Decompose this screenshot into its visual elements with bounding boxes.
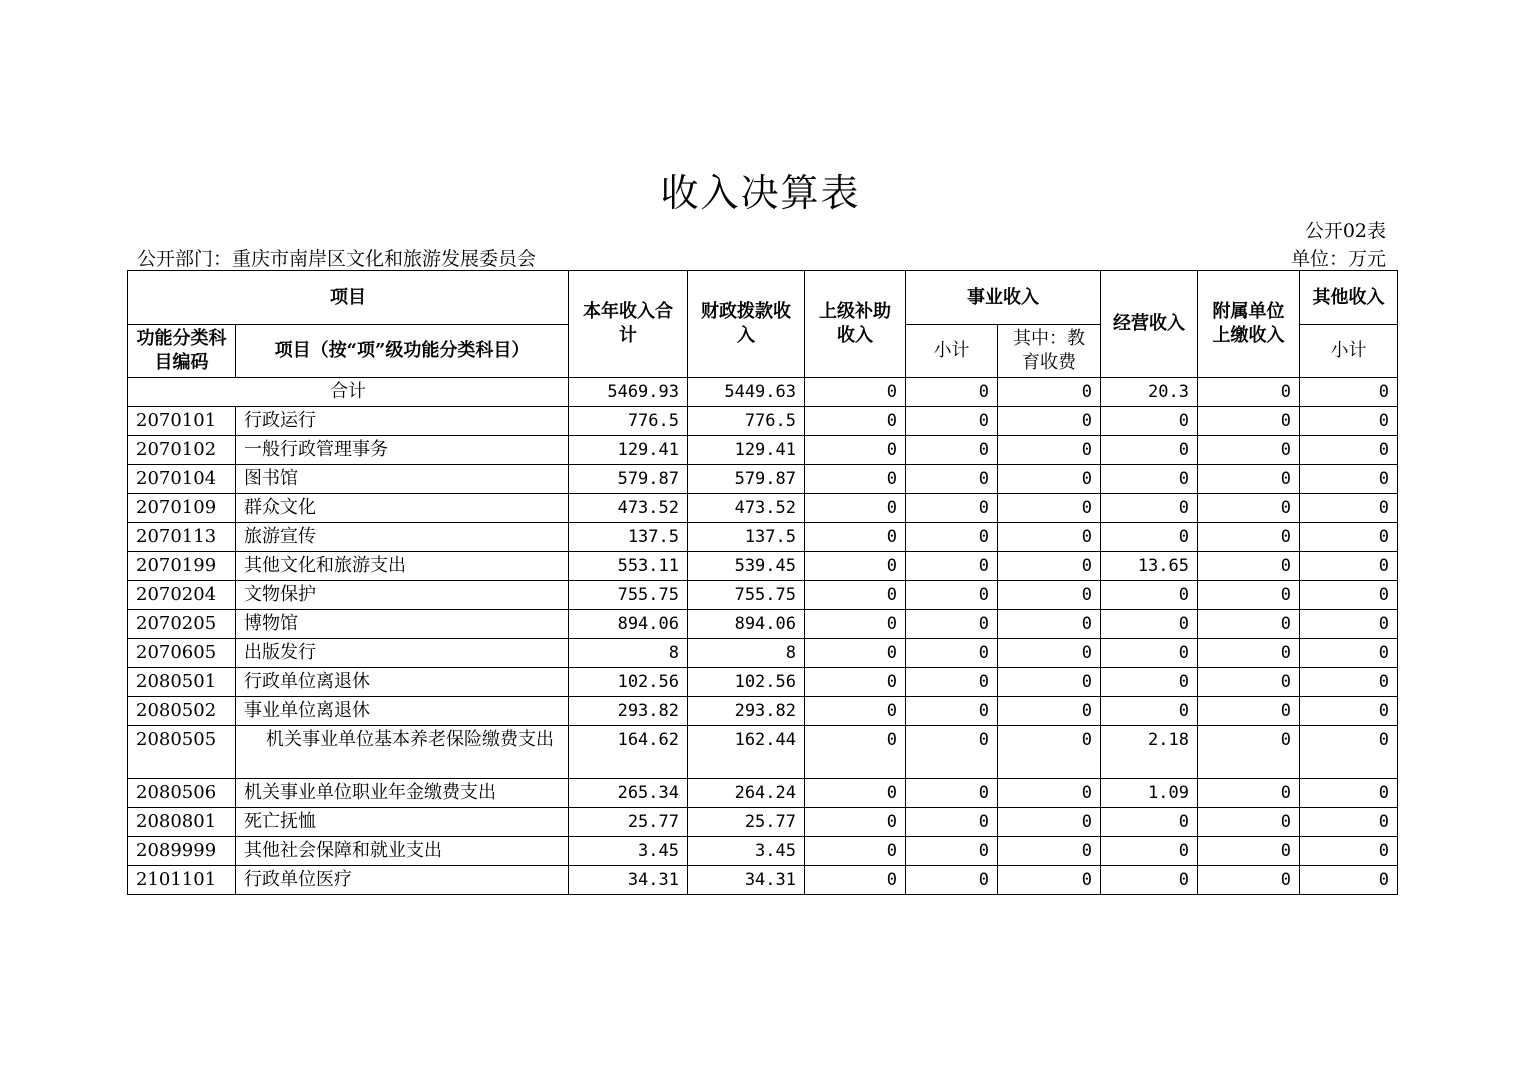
table-row xyxy=(128,779,1398,808)
business-subtotal-cell: 0 xyxy=(906,837,998,866)
total-income-cell: 5469.93 xyxy=(569,378,688,407)
affiliated-cell: 0 xyxy=(1198,697,1300,726)
header-other: 其他收入 xyxy=(1300,271,1398,325)
superior-cell: 0 xyxy=(805,779,906,808)
other-subtotal-cell: 0 xyxy=(1300,639,1398,668)
business-edu-cell: 0 xyxy=(998,407,1101,436)
business-edu-cell: 0 xyxy=(998,523,1101,552)
affiliated-cell: 0 xyxy=(1198,552,1300,581)
fiscal-cell: 102.56 xyxy=(688,668,805,697)
business-edu-cell: 0 xyxy=(998,552,1101,581)
table-row xyxy=(128,523,1398,552)
other-subtotal-cell: 0 xyxy=(1300,866,1398,895)
total-bedu-cell: 0 xyxy=(998,378,1101,407)
business-subtotal-cell: 0 xyxy=(906,866,998,895)
header-name: 项目（按“项”级功能分类科目） xyxy=(236,325,569,378)
fiscal-cell: 8 xyxy=(688,639,805,668)
business-subtotal-cell: 0 xyxy=(906,494,998,523)
fiscal-cell: 755.75 xyxy=(688,581,805,610)
superior-cell: 0 xyxy=(805,610,906,639)
operating-cell: 0 xyxy=(1101,837,1198,866)
code-cell: 2080801 xyxy=(128,808,236,837)
total-income-cell: 25.77 xyxy=(569,808,688,837)
header-project: 项目 xyxy=(128,271,569,325)
code-cell: 2080506 xyxy=(128,779,236,808)
header-operating: 经营收入 xyxy=(1101,271,1198,378)
superior-cell: 0 xyxy=(805,668,906,697)
fiscal-cell: 264.24 xyxy=(688,779,805,808)
code-cell: 2089999 xyxy=(128,837,236,866)
item-name-cell: 群众文化 xyxy=(236,494,569,523)
business-edu-cell: 0 xyxy=(998,668,1101,697)
business-subtotal-cell: 0 xyxy=(906,465,998,494)
business-edu-cell: 0 xyxy=(998,465,1101,494)
total-income-cell: 102.56 xyxy=(569,668,688,697)
table-row xyxy=(128,581,1398,610)
business-subtotal-cell: 0 xyxy=(906,436,998,465)
code-cell: 2080502 xyxy=(128,697,236,726)
business-subtotal-cell: 0 xyxy=(906,552,998,581)
header-total-income: 本年收入合计 xyxy=(569,271,688,378)
affiliated-cell: 0 xyxy=(1198,610,1300,639)
affiliated-cell: 0 xyxy=(1198,494,1300,523)
business-edu-cell: 0 xyxy=(998,837,1101,866)
business-edu-cell: 0 xyxy=(998,494,1101,523)
total-income-cell: 894.06 xyxy=(569,610,688,639)
fiscal-cell: 137.5 xyxy=(688,523,805,552)
total-fiscal-cell: 5449.63 xyxy=(688,378,805,407)
table-row xyxy=(128,436,1398,465)
affiliated-cell: 0 xyxy=(1198,639,1300,668)
total-income-cell: 293.82 xyxy=(569,697,688,726)
superior-cell: 0 xyxy=(805,552,906,581)
superior-cell: 0 xyxy=(805,523,906,552)
other-subtotal-cell: 0 xyxy=(1300,697,1398,726)
operating-cell: 0 xyxy=(1101,465,1198,494)
operating-cell: 0 xyxy=(1101,436,1198,465)
operating-cell: 0 xyxy=(1101,639,1198,668)
superior-cell: 0 xyxy=(805,726,906,779)
total-bsub-cell: 0 xyxy=(906,378,998,407)
affiliated-cell: 0 xyxy=(1198,668,1300,697)
business-subtotal-cell: 0 xyxy=(906,610,998,639)
table-row xyxy=(128,610,1398,639)
item-name-cell: 死亡抚恤 xyxy=(236,808,569,837)
business-edu-cell: 0 xyxy=(998,726,1101,779)
fiscal-cell: 473.52 xyxy=(688,494,805,523)
superior-cell: 0 xyxy=(805,697,906,726)
total-other-cell: 0 xyxy=(1300,378,1398,407)
affiliated-cell: 0 xyxy=(1198,581,1300,610)
total-income-cell: 553.11 xyxy=(569,552,688,581)
affiliated-cell: 0 xyxy=(1198,726,1300,779)
other-subtotal-cell: 0 xyxy=(1300,779,1398,808)
unit-label: 单位：万元 xyxy=(1290,248,1386,270)
header-code: 功能分类科目编码 xyxy=(128,325,236,378)
code-cell: 2070605 xyxy=(128,639,236,668)
affiliated-cell: 0 xyxy=(1198,465,1300,494)
item-name-cell: 其他文化和旅游支出 xyxy=(236,552,569,581)
fiscal-cell: 293.82 xyxy=(688,697,805,726)
fiscal-cell: 129.41 xyxy=(688,436,805,465)
table-row xyxy=(128,552,1398,581)
table-row xyxy=(128,407,1398,436)
table-row xyxy=(128,494,1398,523)
other-subtotal-cell: 0 xyxy=(1300,465,1398,494)
item-name-cell: 行政单位医疗 xyxy=(236,866,569,895)
other-subtotal-cell: 0 xyxy=(1300,610,1398,639)
business-edu-cell: 0 xyxy=(998,697,1101,726)
other-subtotal-cell: 0 xyxy=(1300,436,1398,465)
total-income-cell: 755.75 xyxy=(569,581,688,610)
item-name-cell: 机关事业单位基本养老保险缴费支出 xyxy=(236,726,569,779)
affiliated-cell: 0 xyxy=(1198,436,1300,465)
business-subtotal-cell: 0 xyxy=(906,523,998,552)
table-row xyxy=(128,837,1398,866)
business-subtotal-cell: 0 xyxy=(906,726,998,779)
header-business: 事业收入 xyxy=(906,271,1101,325)
business-edu-cell: 0 xyxy=(998,610,1101,639)
page-title: 收入决算表 xyxy=(660,171,861,215)
total-income-cell: 129.41 xyxy=(569,436,688,465)
item-name-cell: 一般行政管理事务 xyxy=(236,436,569,465)
operating-cell: 13.65 xyxy=(1101,552,1198,581)
other-subtotal-cell: 0 xyxy=(1300,837,1398,866)
business-subtotal-cell: 0 xyxy=(906,697,998,726)
operating-cell: 2.18 xyxy=(1101,726,1198,779)
other-subtotal-cell: 0 xyxy=(1300,808,1398,837)
operating-cell: 0 xyxy=(1101,494,1198,523)
superior-cell: 0 xyxy=(805,465,906,494)
fiscal-cell: 539.45 xyxy=(688,552,805,581)
affiliated-cell: 0 xyxy=(1198,808,1300,837)
business-subtotal-cell: 0 xyxy=(906,779,998,808)
table-row xyxy=(128,808,1398,837)
header-business-edu: 其中：教育收费 xyxy=(998,325,1101,378)
total-income-cell: 579.87 xyxy=(569,465,688,494)
code-cell: 2070205 xyxy=(128,610,236,639)
operating-cell: 0 xyxy=(1101,866,1198,895)
superior-cell: 0 xyxy=(805,494,906,523)
code-cell: 2070199 xyxy=(128,552,236,581)
business-subtotal-cell: 0 xyxy=(906,407,998,436)
affiliated-cell: 0 xyxy=(1198,779,1300,808)
code-cell: 2070113 xyxy=(128,523,236,552)
total-income-cell: 164.62 xyxy=(569,726,688,779)
table-body xyxy=(128,378,1398,895)
total-income-cell: 3.45 xyxy=(569,837,688,866)
operating-cell: 0 xyxy=(1101,407,1198,436)
superior-cell: 0 xyxy=(805,866,906,895)
header-fiscal: 财政拨款收入 xyxy=(688,271,805,378)
superior-cell: 0 xyxy=(805,581,906,610)
business-edu-cell: 0 xyxy=(998,639,1101,668)
affiliated-cell: 0 xyxy=(1198,837,1300,866)
item-name-cell: 行政运行 xyxy=(236,407,569,436)
superior-cell: 0 xyxy=(805,808,906,837)
item-name-cell: 旅游宣传 xyxy=(236,523,569,552)
fiscal-cell: 162.44 xyxy=(688,726,805,779)
operating-cell: 0 xyxy=(1101,668,1198,697)
item-name-cell: 机关事业单位职业年金缴费支出 xyxy=(236,779,569,808)
code-cell: 2080501 xyxy=(128,668,236,697)
total-income-cell: 137.5 xyxy=(569,523,688,552)
header-business-subtotal: 小计 xyxy=(906,325,998,378)
income-table xyxy=(127,270,1398,895)
other-subtotal-cell: 0 xyxy=(1300,407,1398,436)
business-edu-cell: 0 xyxy=(998,779,1101,808)
total-superior-cell: 0 xyxy=(805,378,906,407)
table-row xyxy=(128,465,1398,494)
other-subtotal-cell: 0 xyxy=(1300,668,1398,697)
fiscal-cell: 34.31 xyxy=(688,866,805,895)
other-subtotal-cell: 0 xyxy=(1300,726,1398,779)
total-row xyxy=(128,378,1398,407)
item-name-cell: 图书馆 xyxy=(236,465,569,494)
other-subtotal-cell: 0 xyxy=(1300,494,1398,523)
other-subtotal-cell: 0 xyxy=(1300,523,1398,552)
header-superior: 上级补助收入 xyxy=(805,271,906,378)
department-label: 公开部门：重庆市南岸区文化和旅游发展委员会 xyxy=(137,248,537,270)
total-affiliated-cell: 0 xyxy=(1198,378,1300,407)
table-row xyxy=(128,726,1398,779)
business-subtotal-cell: 0 xyxy=(906,808,998,837)
affiliated-cell: 0 xyxy=(1198,866,1300,895)
business-edu-cell: 0 xyxy=(998,808,1101,837)
operating-cell: 0 xyxy=(1101,610,1198,639)
fiscal-cell: 776.5 xyxy=(688,407,805,436)
total-income-cell: 776.5 xyxy=(569,407,688,436)
business-edu-cell: 0 xyxy=(998,581,1101,610)
total-label: 合计 xyxy=(128,378,569,407)
superior-cell: 0 xyxy=(805,639,906,668)
fiscal-cell: 894.06 xyxy=(688,610,805,639)
item-name-cell: 出版发行 xyxy=(236,639,569,668)
item-name-cell: 其他社会保障和就业支出 xyxy=(236,837,569,866)
superior-cell: 0 xyxy=(805,407,906,436)
affiliated-cell: 0 xyxy=(1198,523,1300,552)
item-name-cell: 行政单位离退休 xyxy=(236,668,569,697)
header-affiliated: 附属单位上缴收入 xyxy=(1198,271,1300,378)
total-income-cell: 265.34 xyxy=(569,779,688,808)
business-edu-cell: 0 xyxy=(998,866,1101,895)
item-name-cell: 事业单位离退休 xyxy=(236,697,569,726)
total-income-cell: 473.52 xyxy=(569,494,688,523)
superior-cell: 0 xyxy=(805,436,906,465)
table-row xyxy=(128,668,1398,697)
table-row xyxy=(128,866,1398,895)
total-operating-cell: 20.3 xyxy=(1101,378,1198,407)
code-cell: 2070102 xyxy=(128,436,236,465)
fiscal-cell: 579.87 xyxy=(688,465,805,494)
total-income-cell: 8 xyxy=(569,639,688,668)
item-name-cell: 文物保护 xyxy=(236,581,569,610)
code-cell: 2070204 xyxy=(128,581,236,610)
business-subtotal-cell: 0 xyxy=(906,581,998,610)
total-income-cell: 34.31 xyxy=(569,866,688,895)
fiscal-cell: 3.45 xyxy=(688,837,805,866)
business-edu-cell: 0 xyxy=(998,436,1101,465)
superior-cell: 0 xyxy=(805,837,906,866)
header-other-subtotal: 小计 xyxy=(1300,325,1398,378)
business-subtotal-cell: 0 xyxy=(906,639,998,668)
operating-cell: 0 xyxy=(1101,808,1198,837)
operating-cell: 0 xyxy=(1101,697,1198,726)
table-row xyxy=(128,639,1398,668)
business-subtotal-cell: 0 xyxy=(906,668,998,697)
operating-cell: 1.09 xyxy=(1101,779,1198,808)
operating-cell: 0 xyxy=(1101,523,1198,552)
code-cell: 2101101 xyxy=(128,866,236,895)
other-subtotal-cell: 0 xyxy=(1300,581,1398,610)
operating-cell: 0 xyxy=(1101,581,1198,610)
other-subtotal-cell: 0 xyxy=(1300,552,1398,581)
table-row xyxy=(128,697,1398,726)
fiscal-cell: 25.77 xyxy=(688,808,805,837)
item-name-cell: 博物馆 xyxy=(236,610,569,639)
code-cell: 2070104 xyxy=(128,465,236,494)
code-cell: 2080505 xyxy=(128,726,236,779)
affiliated-cell: 0 xyxy=(1198,407,1300,436)
code-cell: 2070101 xyxy=(128,407,236,436)
code-cell: 2070109 xyxy=(128,494,236,523)
form-number: 公开02表 xyxy=(1304,220,1386,242)
